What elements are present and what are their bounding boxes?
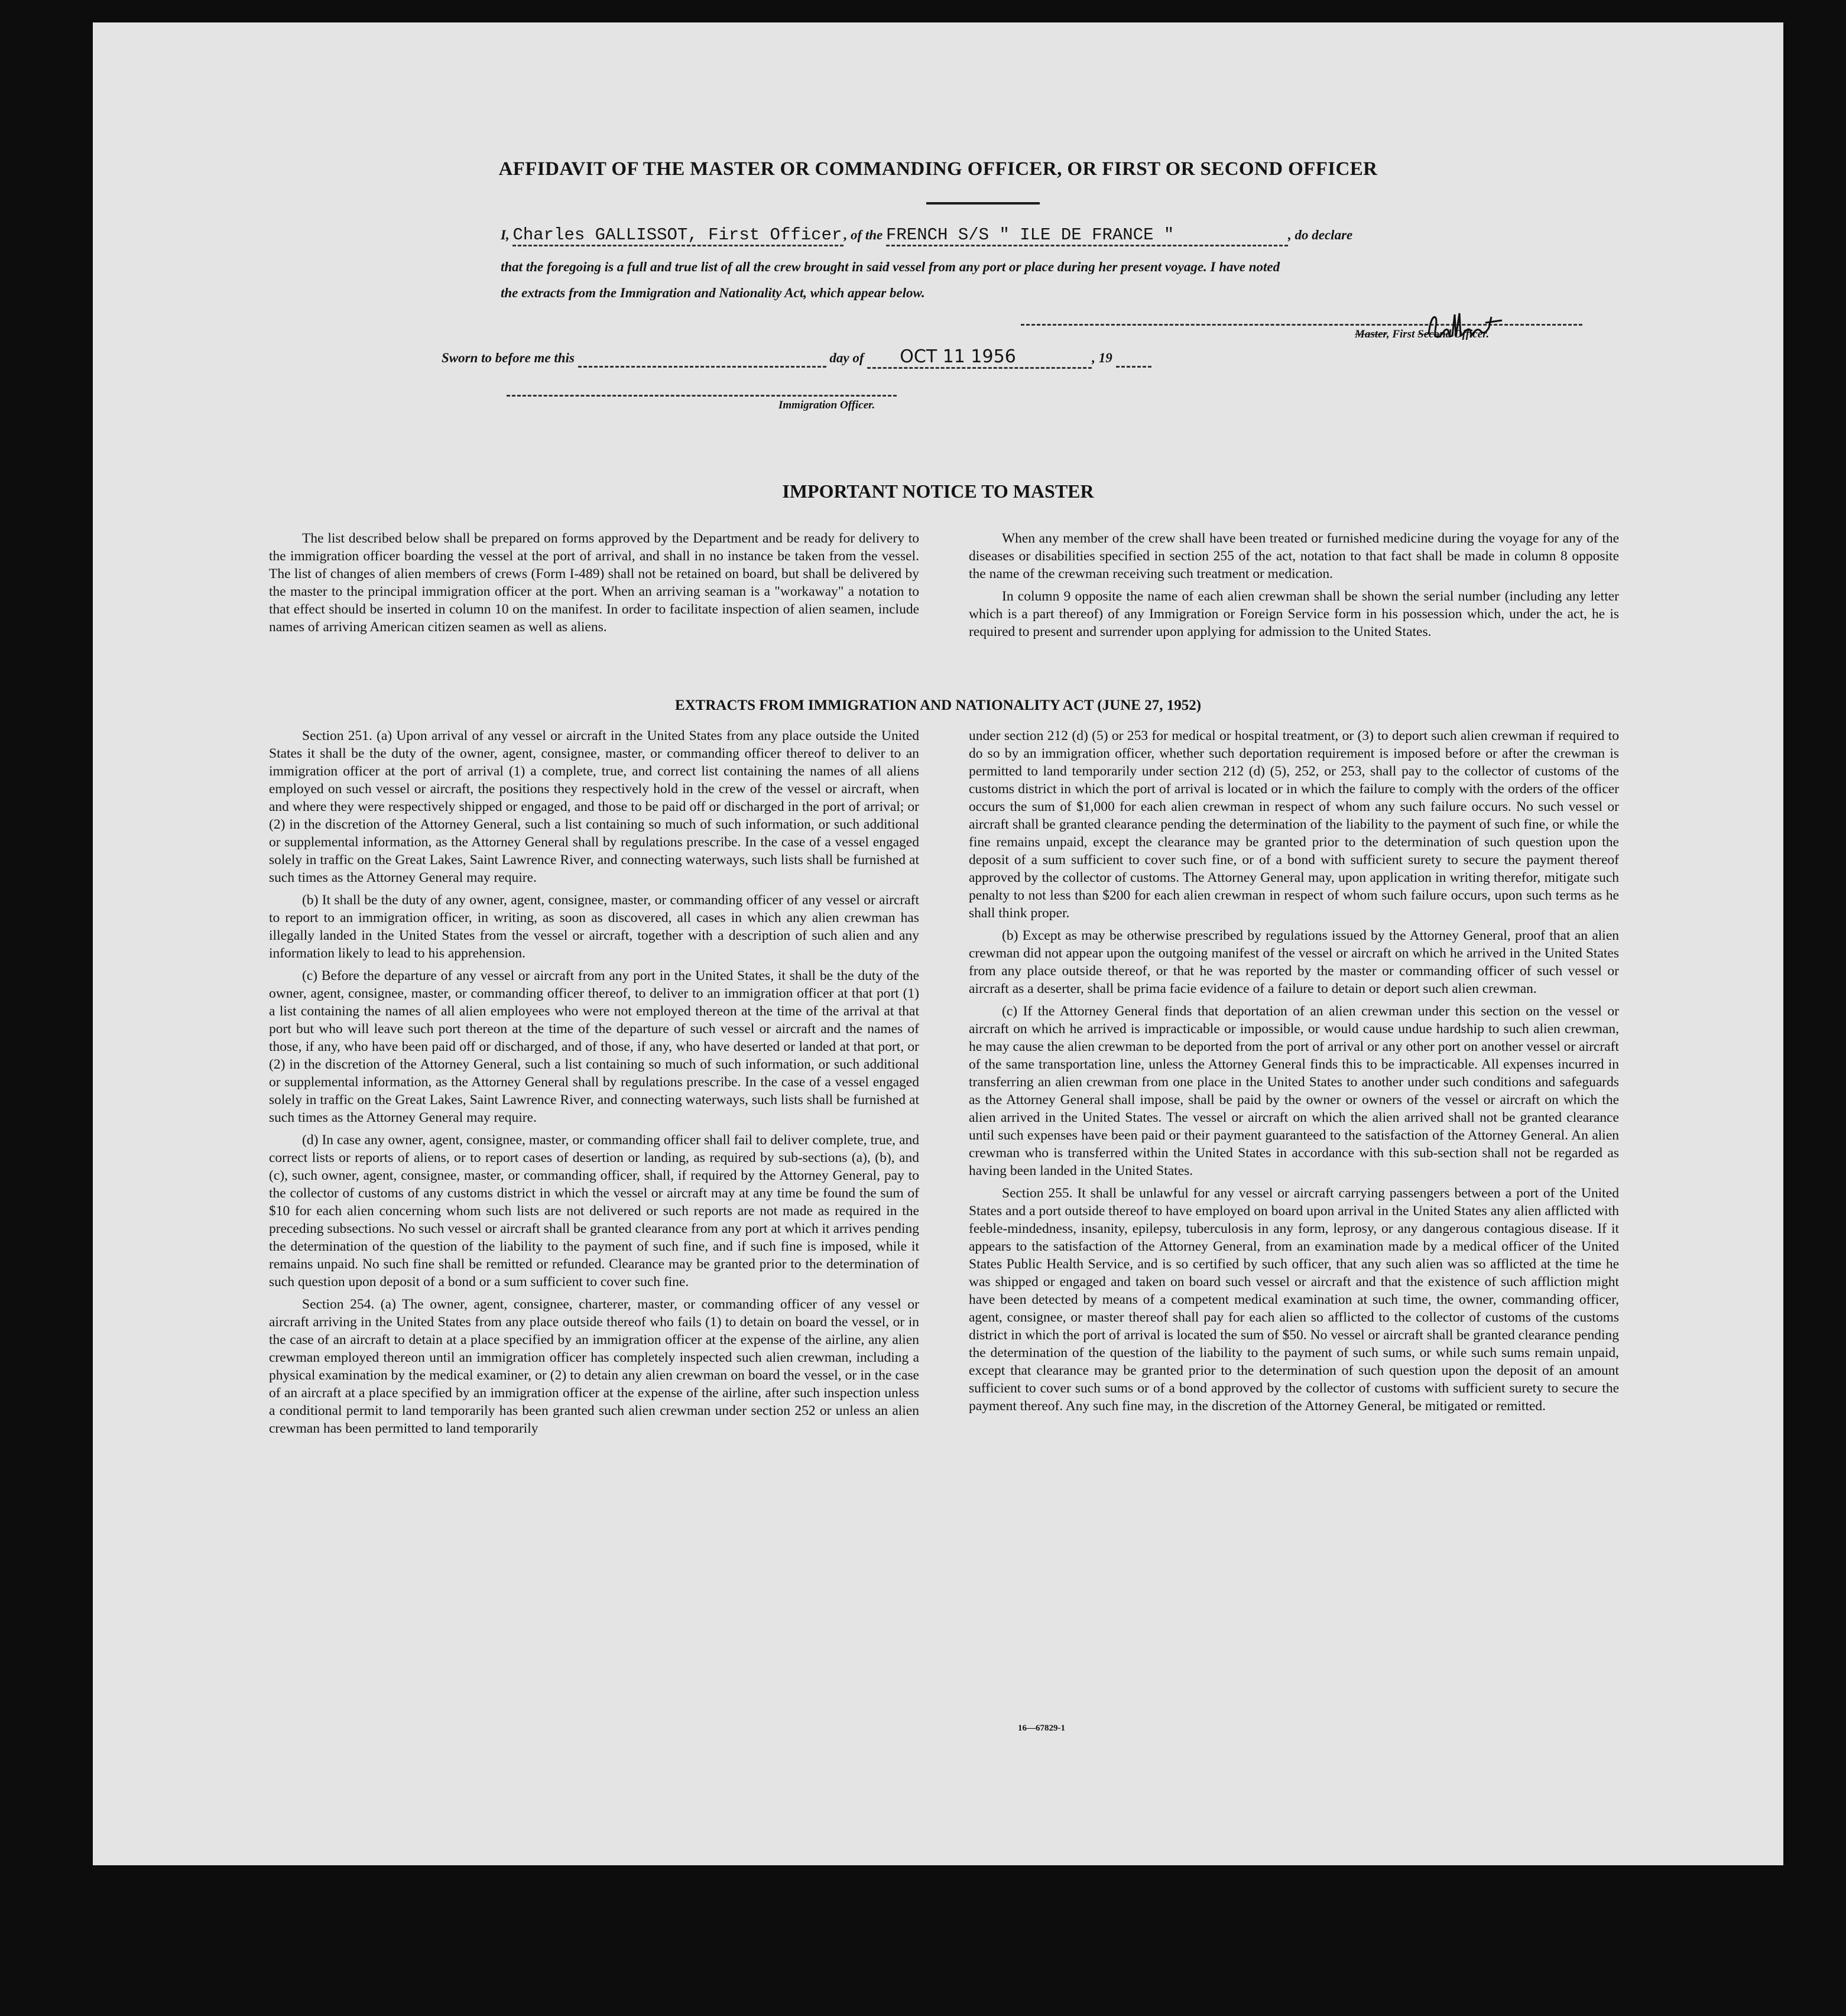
title-rule [926, 202, 1040, 204]
extract-paragraph: (c) If the Attorney General finds that deportation of an alien crewman under this section on the vessel or aircraft on which he arrived is impracticable or impossible, or would cause undue hardship to such alien crewman, he may cause the alien crewman to be deported from the port of arrival or any other port on another vessel or aircraft of the same transportation line, unless the Attorney General finds this to be impracticable. All expenses incurred in transferring an alien crewman from one place in the United States to another under such conditions and safeguards as the Attorney General shall impose, shall be paid by the owner or owners of the vessel or aircraft on which the alien arrived in the United States. The vessel or aircraft on which the alien arrived shall not be granted clearance until such expenses have been paid or their payment guaranteed to the satisfaction of the Attorney General. An alien crewman who is transferred within the United States in accordance with this sub-section shall not be regarded as having been landed in the United States. [969, 1004, 1619, 1179]
struck-second: Second [1417, 328, 1452, 340]
sworn-date-field [867, 346, 1092, 369]
extracts-title: EXTRACTS FROM IMMIGRATION AND NATIONALITY ACT (JUNE 27, 1952) [674, 697, 1202, 713]
immigration-officer-caption: Immigration Officer. [778, 399, 875, 411]
affidavit-title: AFFIDAVIT OF THE MASTER OR COMMANDING OFFICER, OR FIRST OR SECOND OFFICER [498, 158, 1378, 180]
extract-paragraph: under section 212 (d) (5) or 253 for medical or hospital treatment, or (3) to deport such alien crewman if required to do so by an immigration officer, whether such deportation requirement is imposed before or after the crewman is permitted to land temporarily under section 212 (d) (5), 252, or 253, shall pay to the collector of customs of the customs district in which the port of arrival is located or in which the failure to comply with the orders of the officer occurs the sum of $1,000 for each alien crewman in respect of whom any such failure occurs. No such vessel or aircraft shall be granted clearance pending the determination of the liability to the payment of such fine, or while the fine remains unpaid, except the clearance may be granted prior to the determination of such question upon the deposit of a sum sufficient to cover such fine, or of a bond with sufficient surety to secure the payment thereof approved by the collector of customs. The Attorney General may, upon application in writing therefor, mitigate such penalty to not less than $200 for each alien crewman in respect of whom such failure occurs, upon such terms as he shall think proper. [969, 728, 1619, 921]
officer-caption: Master, First Second Officer. [1355, 328, 1490, 340]
vessel-field [886, 225, 1288, 246]
extract-paragraph: Section 255. It shall be unlawful for any vessel or aircraft carrying passengers between a port of the United States and a port outside thereof to have employed on board upon arrival in the United States any alien afflicted with feeble-mindedness, insanity, epilepsy, tuberculosis in any form, leprosy, or any dangerous contagious disease. If it appears to the satisfaction of the Attorney General, from an examination made by a medical officer of the United States Public Health Service, and is so certified by such officer, that any such alien was so afflicted at the time he was shipped or engaged and taken on board such vessel or aircraft and that the existence of such affliction might have been detected by means of a competent medical examination at such time, the owner, commanding officer, agent, consignee, or master thereof shall pay for each alien so afflicted to the collector of customs of the customs district in which the port of arrival is located the sum of $50. No vessel or aircraft shall be granted clearance pending the determination of the question of the liability to the payment of such sums, or while such sums remain unpaid, except that clearance may be granted prior to the determination of such question upon the deposit of an amount sufficient to cover such sums or of a bond approved by the collector of customs with sufficient surety to secure the payment thereof. Any such fine may, in the discretion of the Attorney General, be mitigated or remitted. [969, 1186, 1619, 1414]
officer-name-field [512, 225, 843, 246]
declaration-line-3: the extracts from the Immigration and Nationality Act, which appear below. [501, 285, 925, 300]
document-page [93, 22, 1783, 1865]
declaration-line-1 [501, 225, 1582, 246]
notice-title: IMPORTANT NOTICE TO MASTER [782, 481, 1094, 502]
day-of-label: day of [829, 350, 864, 365]
extract-paragraph: (d) In case any owner, agent, consignee, master, or commanding officer shall fail to deliver complete, true, and correct lists or reports of aliens, or to report cases of desertion or landing, as required by sub-sections (a), (b), and (c), such owner, agent, consignee, master, or commanding officer, shall, if required by the Attorney General, pay to the collector of customs of any customs district in which the vessel or aircraft may at any time be found the sum of $10 for each alien concerning whom such lists are not delivered or such reports are not made as required in the preceding subsections. No such vessel or aircraft shall be granted clearance from any port at which it arrives pending the determination of the question of the liability to the payment of such fine, and if such fine is imposed, while it remains unpaid. No such fine shall be remitted or refunded. Clearance may be granted prior to the determination of such question upon deposit of a bond or a sum sufficient to cover such fine. [269, 1132, 919, 1290]
sworn-day-field [578, 350, 826, 368]
immigration-officer-line [507, 395, 897, 397]
sworn-line [442, 346, 1328, 369]
notice-right-paragraph-1: When any member of the crew shall have been treated or furnished medicine during the voyage for any of the diseases or disabilities specified in section 255 of the act, notation to that fact shall be made in column 8 opposite the name of the crewman receiving such treatment or medication. [969, 531, 1619, 582]
extract-paragraph: (c) Before the departure of any vessel or aircraft from any port in the United States, it shall be the duty of the owner, agent, consignee, master, or commanding officer thereof, to deliver to an immigration officer at that port (1) a list containing the names of all alien employees who were not employed thereon at the time of the arrival at that port but who will leave such port thereon at the time of the departure of such vessel or aircraft and the names of those, if any, who have been paid off or discharged, and of those, if any, who have deserted or landed at that port, or (2) in the discretion of the Attorney General, such a list containing so much of such information, or such additional or supplemental information, as the Attorney General shall by regulations prescribe. In the case of a vessel engaged solely in traffic on the Great Lakes, Saint Lawrence River, and connecting waterways, such lists shall be furnished at such times as the Attorney General may require. [269, 968, 919, 1125]
vessel-name: FRENCH S/S " ILE DE FRANCE " [886, 225, 1175, 245]
officer-name: Charles GALLISSOT, First Officer [512, 225, 842, 245]
extract-paragraph: Section 254. (a) The owner, agent, consignee, charterer, master, or commanding officer of any vessel or aircraft arriving in the United States from any place outside thereof who fails (1) to detain on board the vessel, or in the case of an aircraft to detain at a place specified by an immigration officer at the expense of the airline, any alien crewman employed thereon until an immigration officer has completely inspected such alien crewman, including a physical examination by the medical examiner, or (2) to detain any alien crewman on board the vessel, or in the case of an aircraft at a place specified by an immigration officer at the expense of the airline, after such inspection unless a conditional permit to land temporarily has been granted such alien crewman under section 252 or unless an alien crewman has been permitted to land temporarily [269, 1297, 919, 1436]
extracts-left-column [269, 727, 919, 1442]
year-field [1116, 350, 1151, 368]
declaration-line-2: that the foregoing is a full and true list of all the crew brought in said vessel from any port or place during her present voyage. I have noted [501, 259, 1280, 274]
struck-master: Master [1355, 328, 1387, 340]
of-the-label: , of the [843, 228, 883, 242]
sworn-prefix: Sworn to before me this [442, 350, 575, 365]
notice-right-column [969, 530, 1619, 645]
extracts-right-column [969, 727, 1619, 1420]
sworn-date: OCT 11 1956 [900, 346, 1016, 367]
notice-left-column [269, 530, 919, 641]
notice-left-paragraph: The list described below shall be prepared on forms approved by the Department and be ready for delivery to the immigration officer boarding the vessel at the port of arrival, and shall in no instance be taken from the vessel. The list of changes of alien members of crews (Form I-489) shall not be retained on board, but shall be delivered by the master to the principal immigration officer at the port. When an arriving seaman is a "workaway" a notation to that effect should be inserted in column 10 on the manifest. In order to facilitate inspection of alien seamen, include names of arriving American citizen seamen as well as aliens. [269, 531, 919, 635]
extract-paragraph: Section 251. (a) Upon arrival of any vessel or aircraft in the United States from any place outside the United States it shall be the duty of the owner, agent, consignee, master, or commanding officer thereof to deliver to an immigration officer at the port of arrival (1) a complete, true, and correct list containing the names of all aliens employed on such vessel or aircraft, the positions they respectively hold in the crew of the vessel or aircraft, when and where they were respectively shipped or engaged, and those to be paid off or discharged in the port of arrival; or (2) in the discretion of the Attorney General, such a list containing so much of such information, or such additional or supplemental information, as the Attorney General shall by regulations prescribe. In the case of a vessel engaged solely in traffic on the Great Lakes, Saint Lawrence River, and connecting waterways, such lists shall be furnished at such times as the Attorney General may require. [269, 728, 919, 885]
year-prefix: , 19 [1092, 350, 1112, 365]
notice-right-paragraph-2: In column 9 opposite the name of each alien crewman shall be shown the serial number (including any letter which is a part thereof) of any Immigration or Foreign Service form in his possession which, under the act, he is required to present and surrender upon applying for admission to the United States. [969, 589, 1619, 639]
form-code: 16—67829-1 [1018, 1723, 1065, 1733]
extract-paragraph: (b) It shall be the duty of any owner, agent, consignee, master, or commanding officer of any vessel or aircraft to report to an immigration officer, in writing, as soon as discovered, all cases in which any alien crewman has illegally landed in the United States from the vessel or aircraft, together with a description of such alien and any information likely to lead to his apprehension. [269, 892, 919, 961]
do-declare-label: , do declare [1288, 228, 1353, 242]
extract-paragraph: (b) Except as may be otherwise prescribed by regulations issued by the Attorney General, proof that an alien crewman did not appear upon the outgoing manifest of the vessel or aircraft on which he arrived in the United States from any place outside thereof, or that he was reported by the master or commanding officer of such vessel or aircraft as a deserter, shall be prima facie evidence of a failure to detain or deport such alien crewman. [969, 928, 1619, 996]
i-prefix: I, [501, 228, 510, 242]
